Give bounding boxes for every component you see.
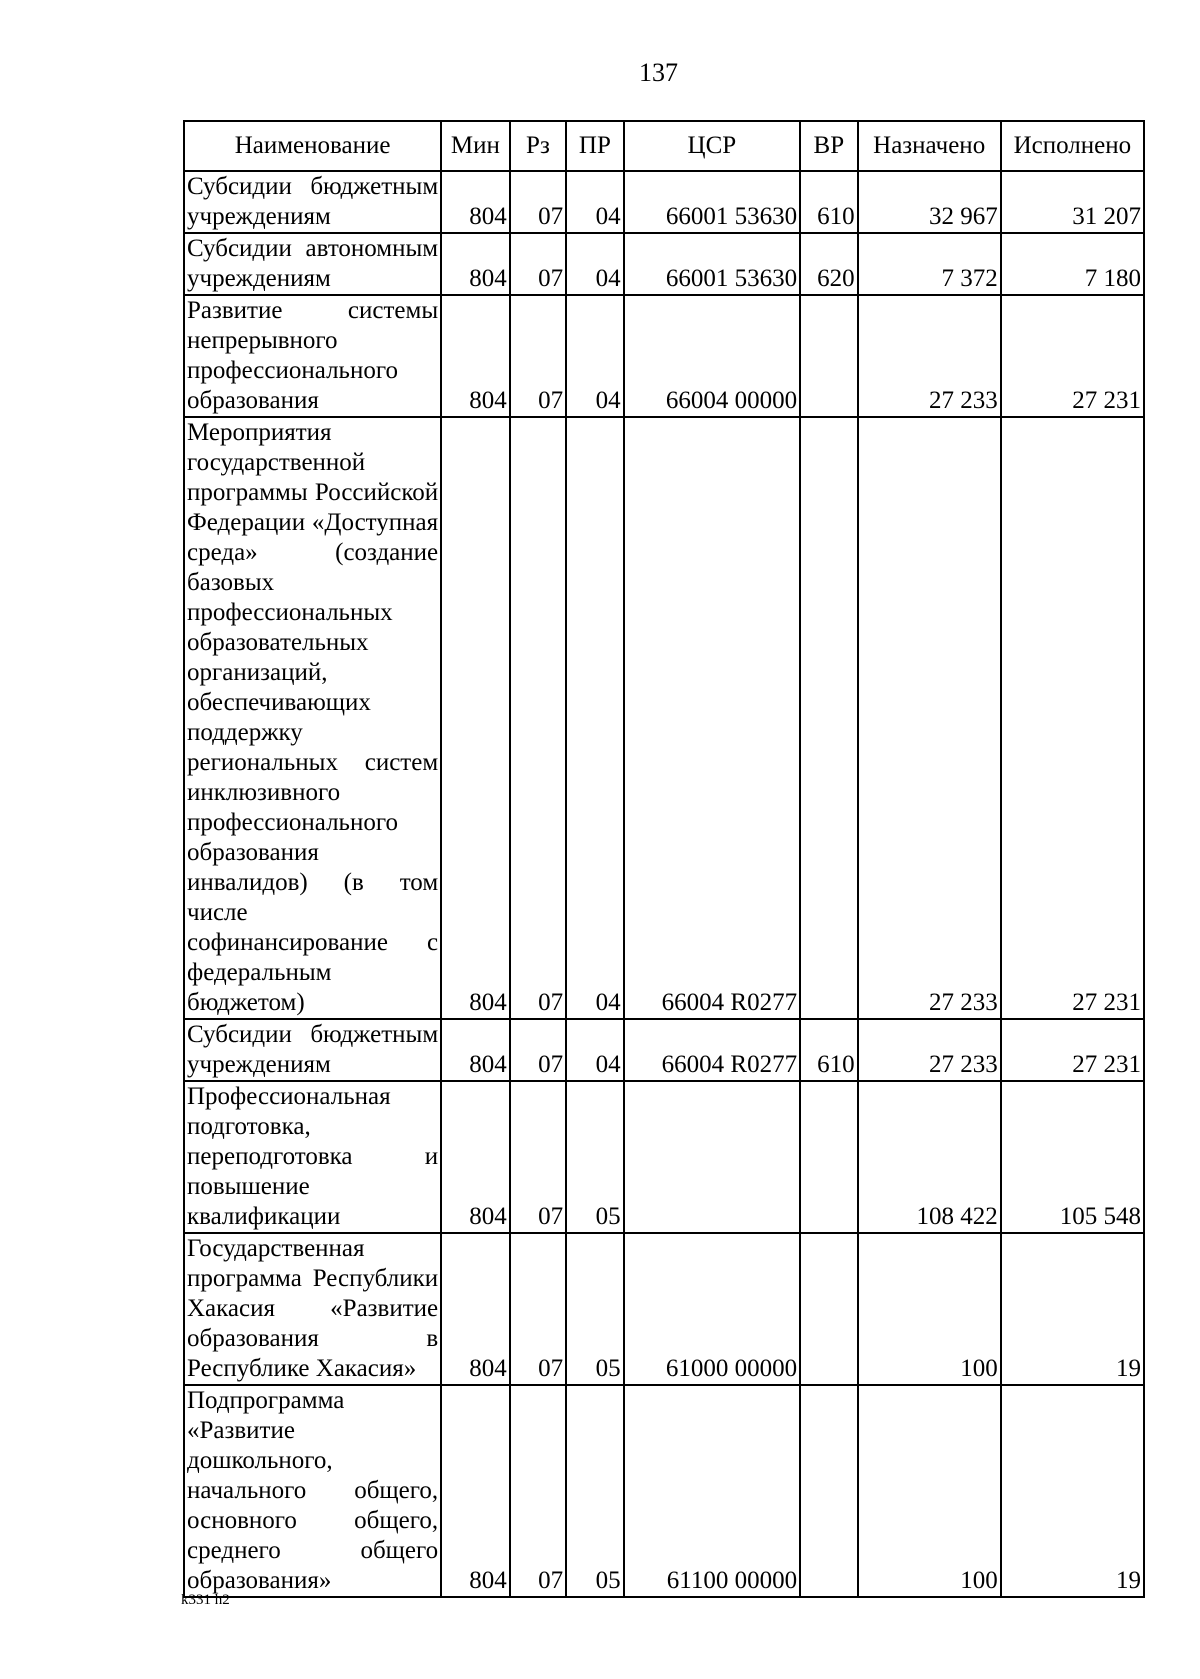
table-row	[184, 417, 1144, 1019]
row-min: 804	[441, 1233, 510, 1385]
row-executed: 27 231	[1001, 295, 1144, 417]
header-pr: ПР	[566, 121, 623, 171]
row-vr: 620	[800, 233, 857, 295]
row-min: 804	[441, 1081, 510, 1233]
row-name: Субсидии автономным учреждениям	[184, 233, 441, 295]
row-executed: 27 231	[1001, 1019, 1144, 1081]
row-rz: 07	[510, 1019, 566, 1081]
row-name: Подпрограмма «Развитие дошкольного, начального общего, основного общего, среднего общего образования»	[184, 1385, 441, 1597]
row-rz: 07	[510, 171, 566, 233]
row-csr: 61100 00000	[624, 1385, 800, 1597]
header-csr: ЦСР	[624, 121, 800, 171]
row-min: 804	[441, 171, 510, 233]
row-name: Профессиональная подготовка, переподготовка и повышение квалификации	[184, 1081, 441, 1233]
row-executed: 31 207	[1001, 171, 1144, 233]
row-csr: 66004 R0277	[624, 417, 800, 1019]
row-pr: 05	[566, 1385, 623, 1597]
table-row	[184, 1233, 1144, 1385]
table-row	[184, 295, 1144, 417]
row-min: 804	[441, 295, 510, 417]
row-assigned: 27 233	[858, 417, 1001, 1019]
row-assigned: 100	[858, 1233, 1001, 1385]
row-name: Субсидии бюджетным учреждениям	[184, 1019, 441, 1081]
row-executed: 19	[1001, 1385, 1144, 1597]
row-executed: 105 548	[1001, 1081, 1144, 1233]
row-assigned: 32 967	[858, 171, 1001, 233]
table-row	[184, 171, 1144, 233]
table-header-row	[184, 121, 1144, 171]
row-vr: 610	[800, 1019, 857, 1081]
budget-table	[183, 120, 1145, 1598]
row-name: Субсидии бюджетным учреждениям	[184, 171, 441, 233]
row-vr	[800, 1233, 857, 1385]
header-name: Наименование	[184, 121, 441, 171]
row-csr: 61000 00000	[624, 1233, 800, 1385]
header-executed: Исполнено	[1001, 121, 1144, 171]
row-pr: 05	[566, 1081, 623, 1233]
row-pr: 04	[566, 171, 623, 233]
row-vr	[800, 295, 857, 417]
row-rz: 07	[510, 417, 566, 1019]
row-rz: 07	[510, 1081, 566, 1233]
table-row	[184, 1385, 1144, 1597]
row-rz: 07	[510, 1385, 566, 1597]
row-name: Мероприятия государственной программы Российской Федерации «Доступная среда» (создание базовых профессиональных образовательных организаций, обеспечивающих поддержку региональных систем инклюзивного профессионального образования инвалидов) (в том числе софинансирование с федеральным бюджетом)	[184, 417, 441, 1019]
row-vr	[800, 1385, 857, 1597]
row-executed: 7 180	[1001, 233, 1144, 295]
row-csr: 66004 00000	[624, 295, 800, 417]
row-pr: 05	[566, 1233, 623, 1385]
row-executed: 19	[1001, 1233, 1144, 1385]
row-vr	[800, 1081, 857, 1233]
row-rz: 07	[510, 233, 566, 295]
row-min: 804	[441, 1385, 510, 1597]
header-assigned: Назначено	[858, 121, 1001, 171]
table-row	[184, 1019, 1144, 1081]
row-vr: 610	[800, 171, 857, 233]
header-rz: Рз	[510, 121, 566, 171]
row-vr	[800, 417, 857, 1019]
header-min: Мин	[441, 121, 510, 171]
row-min: 804	[441, 417, 510, 1019]
row-assigned: 27 233	[858, 1019, 1001, 1081]
document-code: k331 h2	[181, 1592, 230, 1608]
row-name: Развитие системы непрерывного профессионального образования	[184, 295, 441, 417]
row-min: 804	[441, 1019, 510, 1081]
row-executed: 27 231	[1001, 417, 1144, 1019]
header-vr: ВР	[800, 121, 857, 171]
row-csr: 66001 53630	[624, 233, 800, 295]
row-csr	[624, 1081, 800, 1233]
row-assigned: 108 422	[858, 1081, 1001, 1233]
row-rz: 07	[510, 295, 566, 417]
row-name: Государственная программа Республики Хакасия «Развитие образования в Республике Хакасия»	[184, 1233, 441, 1385]
row-rz: 07	[510, 1233, 566, 1385]
row-pr: 04	[566, 233, 623, 295]
row-assigned: 27 233	[858, 295, 1001, 417]
table-row	[184, 1081, 1144, 1233]
page-number: 137	[639, 58, 678, 87]
row-assigned: 7 372	[858, 233, 1001, 295]
row-min: 804	[441, 233, 510, 295]
table-row	[184, 233, 1144, 295]
row-pr: 04	[566, 295, 623, 417]
row-pr: 04	[566, 1019, 623, 1081]
row-pr: 04	[566, 417, 623, 1019]
row-assigned: 100	[858, 1385, 1001, 1597]
row-csr: 66001 53630	[624, 171, 800, 233]
row-csr: 66004 R0277	[624, 1019, 800, 1081]
